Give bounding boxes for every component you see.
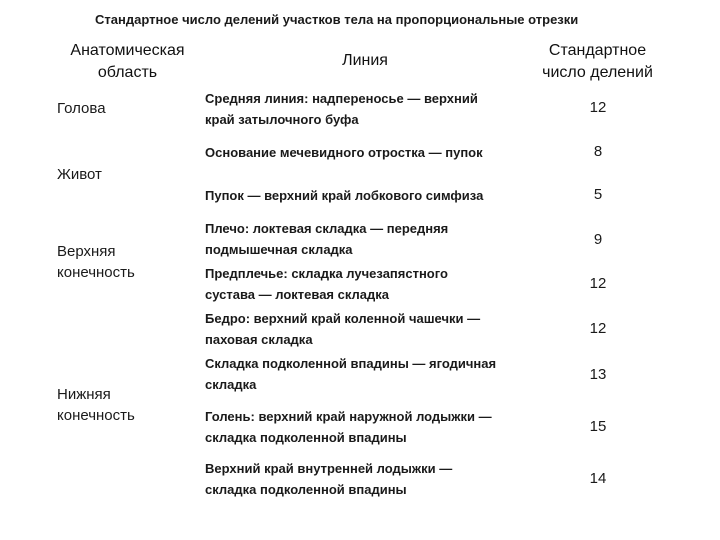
region-upper-limb-line-1: Верхняя — [57, 243, 116, 260]
row-7-line-text-1: Складка подколенной впадины — ягодичная — [205, 356, 497, 371]
row-8-line-text-2: складка подколенной впадины — [205, 430, 407, 445]
region-abdomen — [57, 164, 102, 185]
row-4-value: 9 — [593, 231, 603, 248]
row-6-line — [205, 308, 480, 350]
row-7-line-text-2: складка — [205, 377, 257, 392]
row-4-line-text-1: Плечо: локтевая складка — передняя — [205, 221, 449, 236]
row-5-value: 12 — [589, 275, 607, 292]
region-head-line-1: Голова — [57, 100, 106, 117]
region-head — [57, 98, 106, 119]
row-1-value: 12 — [589, 99, 607, 116]
row-9-line-text-2: складка подколенной впадины — [205, 482, 407, 497]
header-line: Линия — [342, 52, 388, 69]
header-standard-divisions — [525, 40, 670, 84]
row-8-line — [205, 406, 492, 448]
table-title: Стандартное число делений участков тела на пропорциональные отрезки — [95, 12, 579, 27]
row-2-line-text-1: Основание мечевидного отростка — пупок — [205, 145, 483, 160]
header-area-line-1: Анатомическая — [70, 42, 185, 59]
row-6-line-text-2: паховая складка — [205, 332, 313, 347]
row-5-line-text-2: сустава — локтевая складка — [205, 287, 389, 302]
row-2-value: 8 — [593, 143, 603, 160]
row-1-line — [205, 88, 478, 130]
row-2-line — [205, 142, 483, 163]
row-8-value: 15 — [589, 418, 607, 435]
row-9-line-text-1: Верхний край внутренней лодыжки — — [205, 461, 453, 476]
region-lower-limb — [57, 384, 135, 426]
row-3-line-text-1: Пупок — верхний край лобкового симфиза — [205, 188, 484, 203]
row-6-value: 12 — [589, 320, 607, 337]
row-9-line — [205, 458, 452, 500]
row-7-value: 13 — [589, 366, 607, 383]
row-5-line-text-1: Предплечье: складка лучезапястного — [205, 266, 448, 281]
row-5-line — [205, 263, 448, 305]
row-1-line-text-2: край затылочного буфа — [205, 112, 359, 127]
row-4-line-text-2: подмышечная складка — [205, 242, 353, 257]
header-anatomical-area — [55, 40, 200, 84]
header-standard-line-1: Стандартное — [548, 42, 647, 59]
header-area-line-2: область — [97, 64, 158, 81]
row-1-line-text-1: Средняя линия: надпереносье — верхний — [205, 91, 478, 106]
region-lower-limb-line-1: Нижняя — [57, 386, 111, 403]
row-3-line — [205, 185, 483, 206]
row-7-line — [205, 353, 496, 395]
region-upper-limb — [57, 241, 135, 283]
row-8-line-text-1: Голень: верхний край наружной лодыжки — — [205, 409, 492, 424]
region-upper-limb-line-2: конечность — [57, 264, 135, 281]
row-3-value: 5 — [593, 186, 603, 203]
region-abdomen-line-1: Живот — [57, 166, 102, 183]
row-4-line — [205, 218, 448, 260]
region-lower-limb-line-2: конечность — [57, 407, 135, 424]
header-standard-line-2: число делений — [542, 64, 653, 81]
row-9-value: 14 — [589, 470, 607, 487]
row-6-line-text-1: Бедро: верхний край коленной чашечки — — [205, 311, 481, 326]
